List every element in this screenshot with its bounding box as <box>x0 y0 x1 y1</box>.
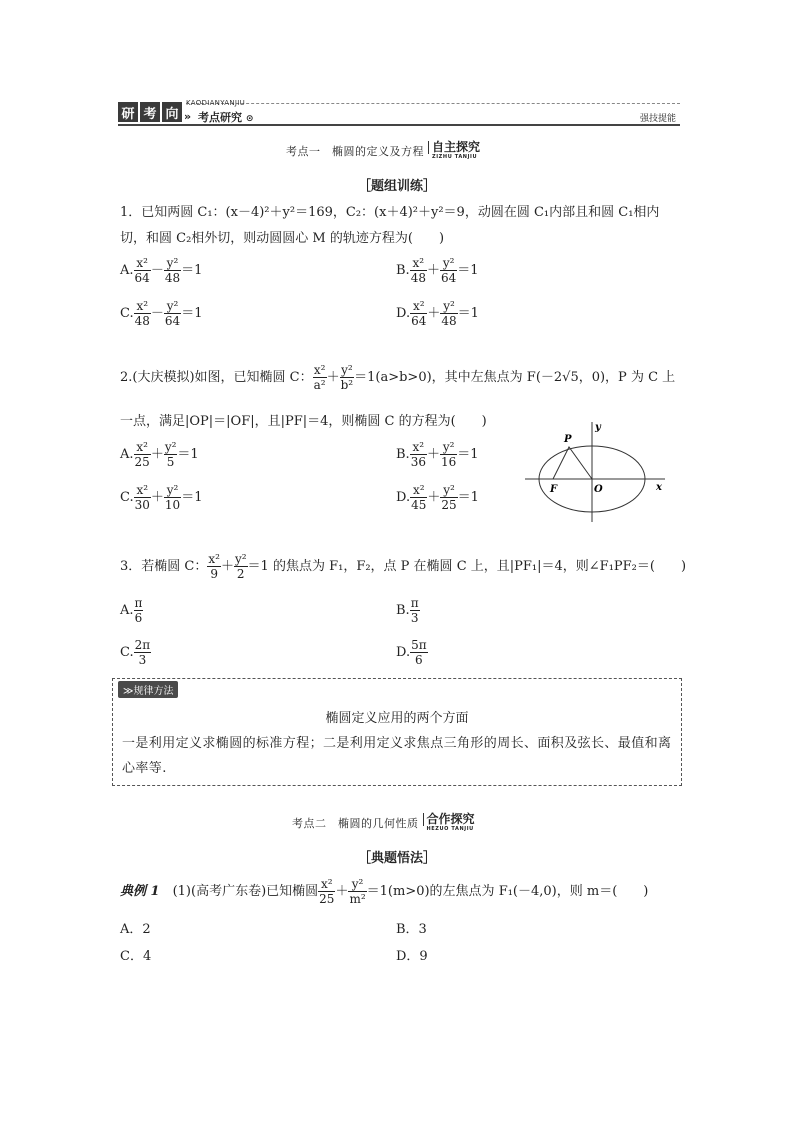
method-text: 一是利用定义求椭圆的标准方程；二是利用定义求焦点三角形的周长、面积及弦长、最值和离心率等. <box>122 736 672 776</box>
section1-tag: 自主探究 <box>428 141 480 154</box>
header-box-2: 考 <box>140 102 160 122</box>
section2-subheading: ［典题悟法］ <box>357 851 436 866</box>
q1-option-d: D. $\frac{\text{x²}}{64}$ ＋ $\frac{\text{y²}}{48}$ ＝1 <box>396 299 479 328</box>
example1-line: 典例 1 (1)(高考广东卷)已知椭圆 $\frac{\text{x²}}{25}$ ＋ $\frac{\text{y²}}{\text{m²}}$ ＝1(m>0)的左焦点为 F₁(－4,0)，则 m＝( ) <box>120 877 649 906</box>
label-p: P <box>564 434 572 445</box>
method-tag: ≫规律方法 <box>118 681 178 698</box>
example1-option-c: C．4 <box>120 949 152 964</box>
q2-option-d: D. $\frac{\text{x²}}{45}$ ＋ $\frac{\text{y²}}{25}$ ＝1 <box>396 483 479 512</box>
example1-option-d: D．9 <box>396 949 428 964</box>
header-pinyin: KAODIANYANJIU <box>186 99 246 107</box>
q2-line2: 一点，满足|OP|＝|OF|，且|PF|＝4，则椭圆 C 的方程为( ) <box>120 414 487 429</box>
header-right-label: 强技提能 <box>640 114 677 124</box>
header-badge <box>118 102 184 122</box>
section2-tag-pinyin: HEZUO TANJIU <box>426 826 474 832</box>
section2-title: 考点二 椭圆的几何性质 <box>292 816 419 830</box>
section1-heading <box>286 141 480 160</box>
q3-option-b: B. $\frac{\pi}{3}$ <box>396 596 419 625</box>
q1-line1: 1．已知两圆 C₁：(x－4)²＋y²＝169，C₂：(x＋4)²＋y²＝9，动圆在圆 C₁内部且和圆 C₁相内 <box>120 205 660 220</box>
q1-option-b: B. $\frac{\text{x²}}{48}$ ＋ $\frac{\text{y²}}{64}$ ＝1 <box>396 256 479 285</box>
header-box-1: 研 <box>118 102 138 122</box>
header-title: 考点研究 ⊙ <box>198 111 254 124</box>
q3-option-a: A. $\frac{\pi}{6}$ <box>120 596 143 625</box>
section2-heading <box>292 813 475 832</box>
label-x: x <box>656 482 662 493</box>
chevron-icon: » <box>184 110 192 123</box>
q2-option-a: A. $\frac{\text{x²}}{25}$ ＋ $\frac{\text{y²}}{5}$ ＝1 <box>120 440 199 469</box>
example1-option-b: B．3 <box>396 922 427 937</box>
header-box-3: 向 <box>162 102 182 122</box>
q1-option-c: C. $\frac{\text{x²}}{48}$ － $\frac{\text{y²}}{64}$ ＝1 <box>120 299 203 328</box>
label-o: O <box>594 484 603 495</box>
example1-option-a: A．2 <box>120 922 151 937</box>
triangle-pfo <box>553 447 592 479</box>
example1-tag: 典例 1 <box>120 884 160 899</box>
header-rule <box>118 124 680 126</box>
label-f: F <box>550 484 558 495</box>
section1-title: 考点一 椭圆的定义及方程 <box>286 144 424 158</box>
q2-option-b: B. $\frac{\text{x²}}{36}$ ＋ $\frac{\text{y²}}{16}$ ＝1 <box>396 440 479 469</box>
method-title: 椭圆定义应用的两个方面 <box>325 711 469 726</box>
section1-subheading: ［题组训练］ <box>357 179 436 194</box>
q3-option-c: C. $\frac{2\pi}{3}$ <box>120 638 151 667</box>
label-y: y <box>595 422 601 433</box>
q2-option-c: C. $\frac{\text{x²}}{30}$ ＋ $\frac{\text{y²}}{10}$ ＝1 <box>120 483 203 512</box>
q3-line1: 3．若椭圆 C： $\frac{\text{x²}}{9}$ ＋ $\frac{\text{y²}}{2}$ ＝1 的焦点为 F₁，F₂，点 P 在椭圆 C 上，且|PF₁|＝4，则∠F₁PF₂＝( ) <box>120 552 687 581</box>
q3-option-d: D. $\frac{5\pi}{6}$ <box>396 638 427 667</box>
q2-line1: 2.(大庆模拟)如图，已知椭圆 C： $\frac{\text{x²}}{\text{a²}}$ ＋ $\frac{\text{y²}}{\text{b²}}$ ＝1(a>b>0)，其中左焦点为 F(－2√5，0)，P 为 C 上 <box>120 363 676 392</box>
section2-tag: 合作探究 <box>423 813 475 826</box>
section1-tag-pinyin: ZIZHU TANJIU <box>432 154 478 160</box>
q1-line2: 切，和圆 C₂相外切，则动圆圆心 M 的轨迹方程为( ) <box>120 231 445 246</box>
ellipse-figure <box>520 418 670 526</box>
play-icon: ⊙ <box>245 114 254 124</box>
q1-option-a: A. $\frac{\text{x²}}{64}$ － $\frac{\text{y²}}{48}$ ＝1 <box>120 256 203 285</box>
header-dashed-line <box>186 103 680 104</box>
